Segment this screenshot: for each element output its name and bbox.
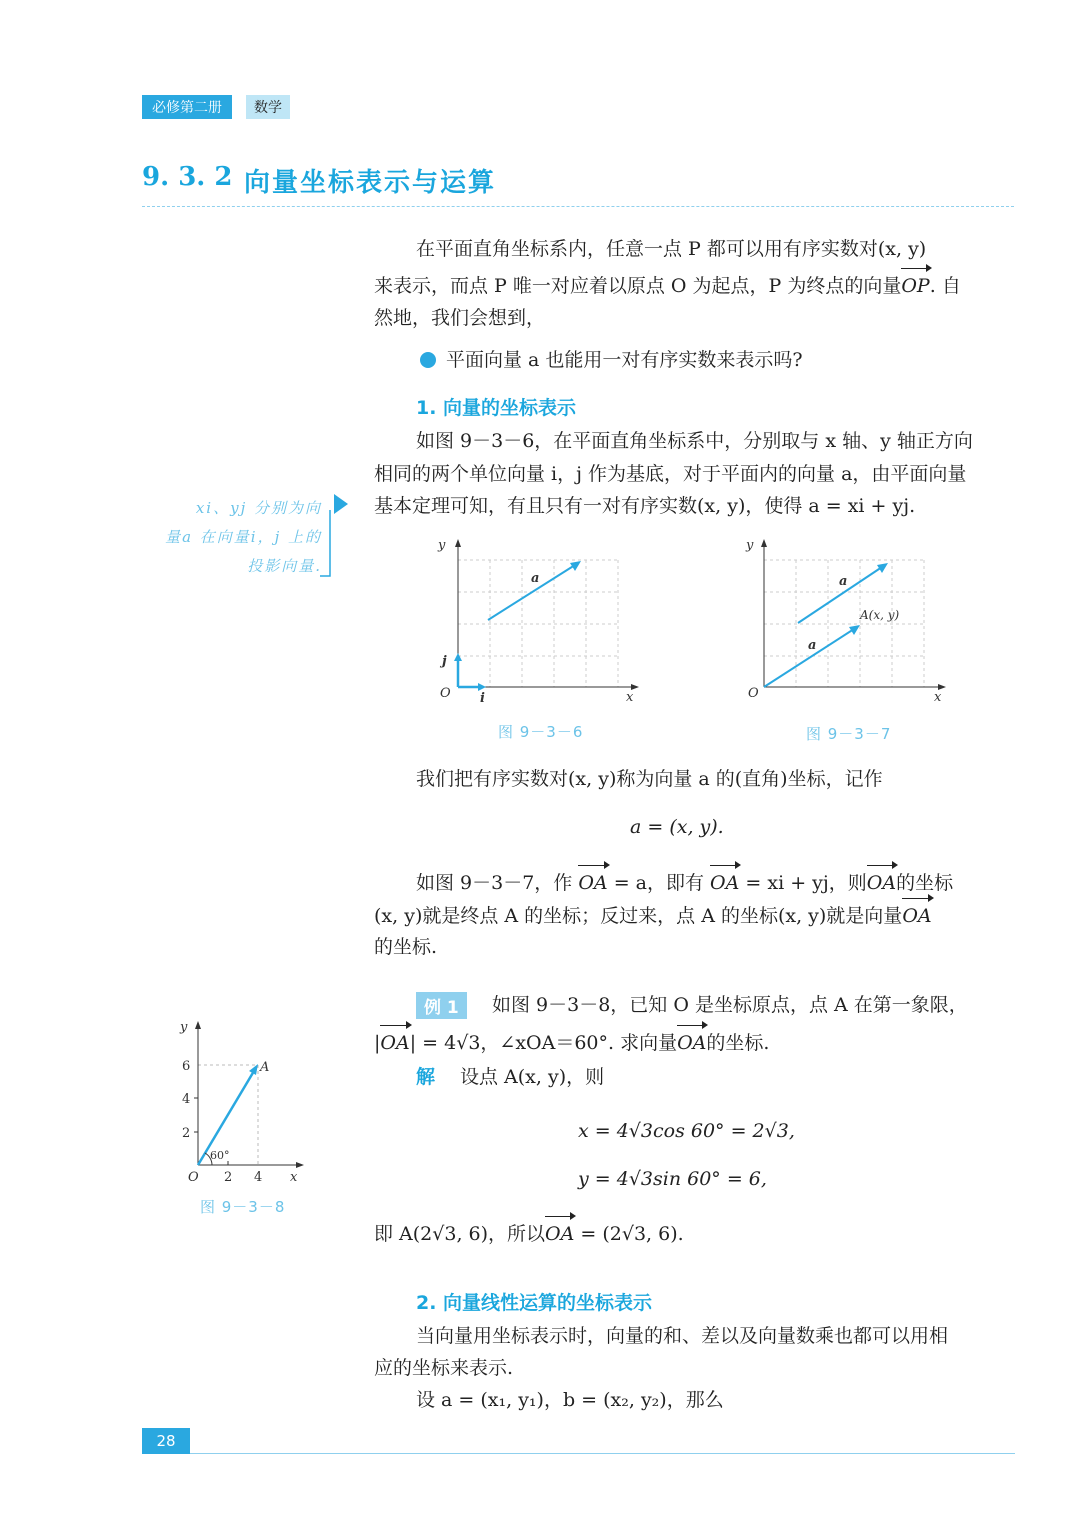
- fig8-a-label: A: [260, 1060, 270, 1075]
- fig8-caption: 图 9－3－8: [200, 1198, 286, 1216]
- fig6-j-label: j: [442, 654, 447, 669]
- sub1-line2: 相同的两个单位向量 i，j 作为基底，对于平面内的向量 a，由平面向量: [374, 463, 967, 485]
- fig8-ytick: 6: [182, 1059, 191, 1074]
- bullet-dot-icon: [420, 352, 436, 368]
- footer-rule: [190, 1453, 1015, 1454]
- intro-line3: 然地，我们会想到，: [374, 307, 546, 329]
- fig6-i-label: i: [480, 691, 485, 705]
- fig6-x-label: x: [626, 690, 634, 705]
- figure-9-3-8: [170, 1015, 320, 1190]
- section-title: 向量坐标表示与运算: [244, 168, 497, 198]
- fig8-origin-label: O: [188, 1170, 199, 1185]
- fig6-origin-label: O: [440, 686, 451, 701]
- question-text: 平面向量 a 也能用一对有序实数来表示吗?: [446, 349, 803, 371]
- page-number: 28: [142, 1428, 190, 1454]
- fig8-xtick: 2: [224, 1170, 233, 1185]
- fig8-ytick: 4: [182, 1092, 191, 1107]
- fig7-y-label: y: [746, 538, 754, 553]
- fig8-angle-label: 60°: [210, 1149, 230, 1162]
- fig8-y-label: y: [180, 1020, 188, 1035]
- solution-label: 解: [416, 1066, 436, 1088]
- title-divider: [142, 206, 1014, 207]
- sub2-line1: 当向量用坐标表示时，向量的和、差以及向量数乘也都可以用相: [416, 1325, 949, 1347]
- fig7-caption: 图 9－3－7: [806, 725, 892, 743]
- fig6-a-label: a: [531, 571, 540, 586]
- coord-formula: a = (x, y).: [630, 816, 724, 838]
- coord-p3: 的坐标.: [374, 936, 438, 958]
- intro-line1: 在平面直角坐标系内，任意一点 P 都可以用有序实数对(x, y): [416, 238, 927, 260]
- fig7-a1-label: a: [839, 574, 848, 589]
- intro-line2: 来表示，而点 P 唯一对应着以原点 O 为起点，P 为终点的向量OP. 自: [374, 270, 961, 303]
- example1-line2: |OA| = 4√3，∠xOA＝60°. 求向量OA的坐标.: [374, 1027, 769, 1060]
- sub1-line3: 基本定理可知，有且只有一对有序实数(x, y)，使得 a = xi + yj.: [374, 495, 916, 517]
- fig8-xtick: 4: [254, 1170, 263, 1185]
- coord-line1: 我们把有序实数对(x, y)称为向量 a 的(直角)坐标，记作: [416, 768, 883, 790]
- fig7-origin-label: O: [748, 686, 759, 701]
- subsection-1-heading: 1. 向量的坐标表示: [416, 397, 577, 419]
- fig8-x-label: x: [290, 1170, 298, 1185]
- sidenote: xi、yj 分别为向 量a 在向量i，j 上的 投影向量.: [165, 499, 322, 575]
- solution-eq2: y = 4√3sin 60° = 6,: [578, 1168, 767, 1190]
- sidenote-bracket-icon: [320, 490, 350, 580]
- fig7-a2-label: a: [808, 638, 817, 653]
- fig6-caption: 图 9－3－6: [498, 723, 584, 741]
- fig8-ytick: 2: [182, 1126, 191, 1141]
- sub2-line2: 应的坐标来表示.: [374, 1357, 514, 1379]
- section-number: 9. 3. 2: [142, 162, 233, 192]
- coord-p1: 如图 9－3－7，作 OA = a，即有 OA = xi + yj，则OA的坐标: [416, 867, 953, 900]
- fig7-point-label: A(x, y): [860, 608, 900, 622]
- subsection-2-heading: 2. 向量线性运算的坐标表示: [416, 1292, 653, 1314]
- figure-9-3-6: [430, 535, 650, 705]
- sub1-line1: 如图 9－3－6，在平面直角坐标系中，分别取与 x 轴、y 轴正方向: [416, 430, 973, 452]
- fig7-x-label: x: [934, 690, 942, 705]
- book-tag: 必修第二册: [142, 95, 232, 119]
- fig6-y-label: y: [438, 538, 446, 553]
- subject-tag: 数学: [246, 95, 290, 119]
- example1-line1: 如图 9－3－8，已知 O 是坐标原点，点 A 在第一象限，: [492, 994, 968, 1016]
- coord-p2: (x, y)就是终点 A 的坐标；反过来，点 A 的坐标(x, y)就是向量OA: [374, 900, 932, 933]
- solution-eq1: x = 4√3cos 60° = 2√3,: [578, 1120, 795, 1142]
- figure-9-3-7: [740, 535, 960, 705]
- solution-conclusion: 即 A(2√3, 6)，所以OA = (2√3, 6).: [374, 1218, 684, 1251]
- example-label: 例 1: [416, 992, 467, 1019]
- solution-text: 设点 A(x, y)，则: [460, 1066, 605, 1088]
- sub2-line3: 设 a = (x₁, y₁)，b = (x₂, y₂)，那么: [416, 1389, 724, 1411]
